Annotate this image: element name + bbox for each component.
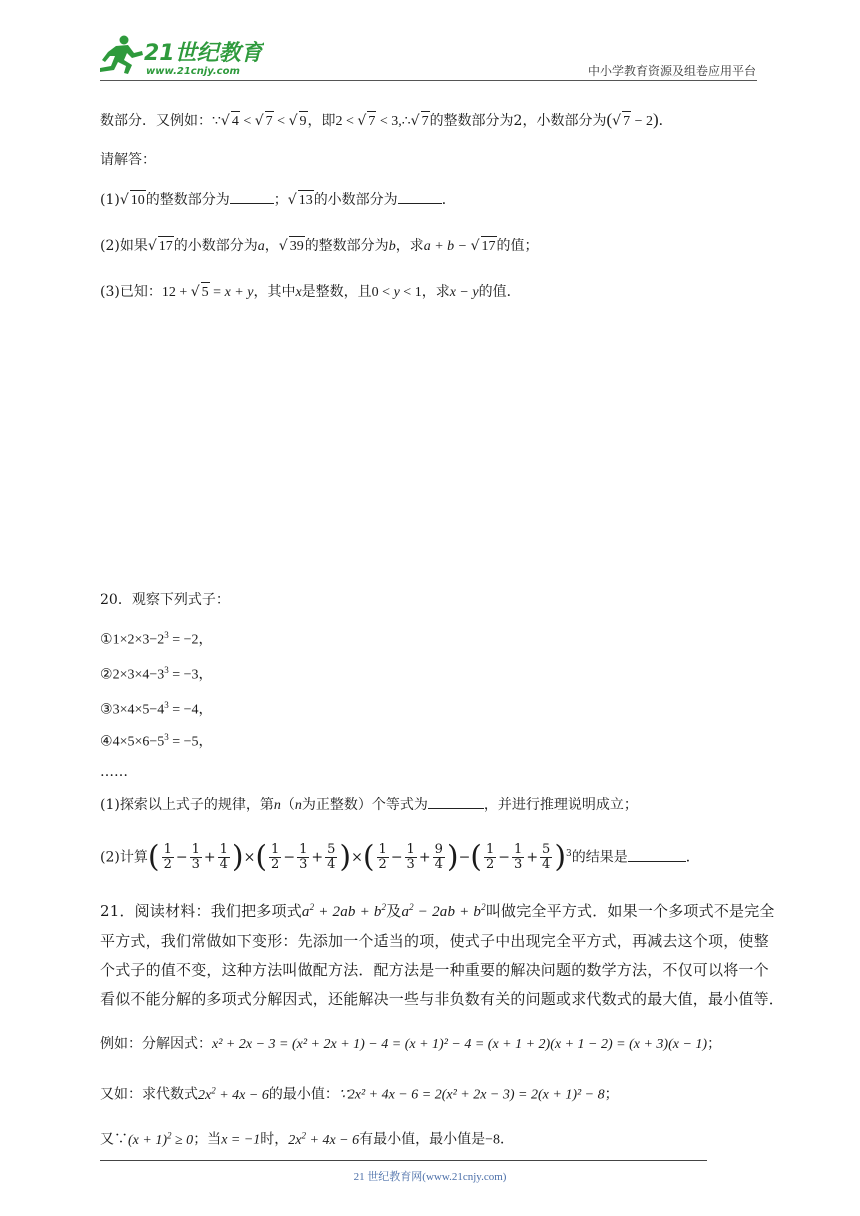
q21-paragraph: 21．阅读材料：我们把多项式$a^2 + 2ab + b^2$及$a^2 - 2ab + b^2$叫做完全平方式．如果一个多项式不是完全 平方式，我们常做如下变形：先添加一个适当的项，使式子中出现完全平方式，再减去这个项，使整 个式子的值不变，这种方法叫做配方法．配方法是一种重要的解决问题的数学方法，不仅可以将一个 看似不能分解的多项式分解因式，还能解决一些与非负数有关的问题或求代数式的最大值，最小值等． — [100, 902, 785, 1008]
inequality: 2 < √ 7 < 3,∴√ 7 — [336, 114, 430, 129]
q19-part-2: (2)如果√ 17的小数部分为a，√ 39的整数部分为b，求a + b − √ 17的值； — [100, 236, 539, 257]
header-divider — [100, 80, 757, 81]
page-header — [0, 0, 860, 86]
q20-item-4: $④4\times 5\times 6-5^3 = -5$， — [100, 732, 213, 750]
q20-ellipsis: …… — [100, 764, 128, 780]
equation: 12 + √ 5 = x + y — [162, 285, 254, 300]
answer-blank[interactable] — [398, 203, 442, 204]
site-logo[interactable] — [94, 34, 264, 80]
sqrt-10: √ 10 — [120, 193, 146, 208]
sqrt-7: √ 7 — [255, 114, 274, 129]
footer-link[interactable]: 21 世纪教育网(www.21cnjy.com) — [353, 1171, 507, 1183]
range: 0 < y < 1 — [371, 285, 422, 300]
intro-text-2: ，即 — [307, 113, 336, 129]
because-symbol: ∵ — [212, 114, 221, 129]
q20-part-1: (1)探索以上式子的规律，第n（n为正整数）个等式为 ，并进行推理说明成立； — [100, 797, 638, 813]
q20-item-1: $①1\times 2\times 3-2^3 = -2$， — [100, 630, 213, 648]
answer-blank[interactable] — [628, 861, 686, 862]
q19-part-3: (3)已知：12 + √ 5 = x + y，其中x是整数，且0 < y < 1，求x − y的值． — [100, 282, 521, 303]
platform-name: 中小学教育资源及组卷应用平台 — [587, 64, 756, 78]
intro-text-3: 的整数部分为2，小数部分为 — [429, 113, 607, 129]
q20-part-2: (2)计算( $\frac{1}{2}$ − $\frac{1}{3}$ + $\frac{1}{4}$ )×( $\frac{1}{2}$ − $\frac{1}{3}$ + $\frac{5}{4}$ )×( $\frac{1}{2}$ − $\frac{1}{3}$ + $\frac{9}{4}$ )−( $\frac{1}{2}$ − $\frac{1}{3}$ + $\frac{5}{4}$ )$^3$的结果是 ． — [100, 839, 700, 875]
sqrt-17: √ 17 — [148, 239, 174, 254]
svg-text:www.21cnjy.com: www.21cnjy.com — [146, 66, 240, 77]
q21-example-1: 例如：分解因式：x² + 2x − 3 = (x² + 2x + 1) − 4 = (x + 1)² − 4 = (x + 1 + 2)(x + 1 − 2) = (x + 3)(x − 1)； — [100, 1036, 722, 1052]
intro-line-2: 请解答： — [100, 152, 156, 168]
q21-example-3: 又∵(x + 1)$^2$ ≥ 0；当x = −1时，$2x^2 + 4x - 6$有最小值，最小值是−8． — [100, 1130, 515, 1148]
sqrt-39: √ 39 — [279, 239, 305, 254]
expr-a-plus-b: a + b − — [423, 239, 471, 254]
answer-blank[interactable] — [230, 203, 274, 204]
q20-title: 20．观察下列式子： — [100, 592, 230, 608]
sqrt-9: √ 9 — [289, 114, 308, 129]
q20-item-2: $②2\times 3\times 4-3^3 = -3$， — [100, 665, 213, 683]
q21-example-2: 又如：求代数式$2x^2 + 4x - 6$的最小值：∵2x² + 4x − 6 = 2(x² + 2x − 3) = 2(x + 1)² − 8； — [100, 1085, 619, 1103]
fraction-part-expr: ( — [606, 110, 613, 129]
intro-text: 数部分．又例如： — [100, 113, 212, 129]
q20-item-3: $③3\times 4\times 5-4^3 = -4$， — [100, 700, 213, 718]
expr-x-minus-y: x − y — [449, 285, 479, 300]
intro-line-1: 数部分．又例如：∵√ 4 < √ 7 < √ 9，即2 < √ 7 < 3,∴√ 7的整数部分为2，小数部分为(√ 7 − 2)． — [100, 110, 673, 132]
footer-divider — [100, 1160, 707, 1161]
q19-part-1: (1)√ 10的整数部分为 ；√ 13的小数部分为 ． — [100, 190, 456, 211]
sqrt-4: √ 4 — [221, 114, 240, 129]
sqrt-13: √ 13 — [288, 193, 314, 208]
svg-text:21世纪教育: 21世纪教育 — [144, 41, 263, 66]
answer-blank[interactable] — [428, 808, 484, 809]
